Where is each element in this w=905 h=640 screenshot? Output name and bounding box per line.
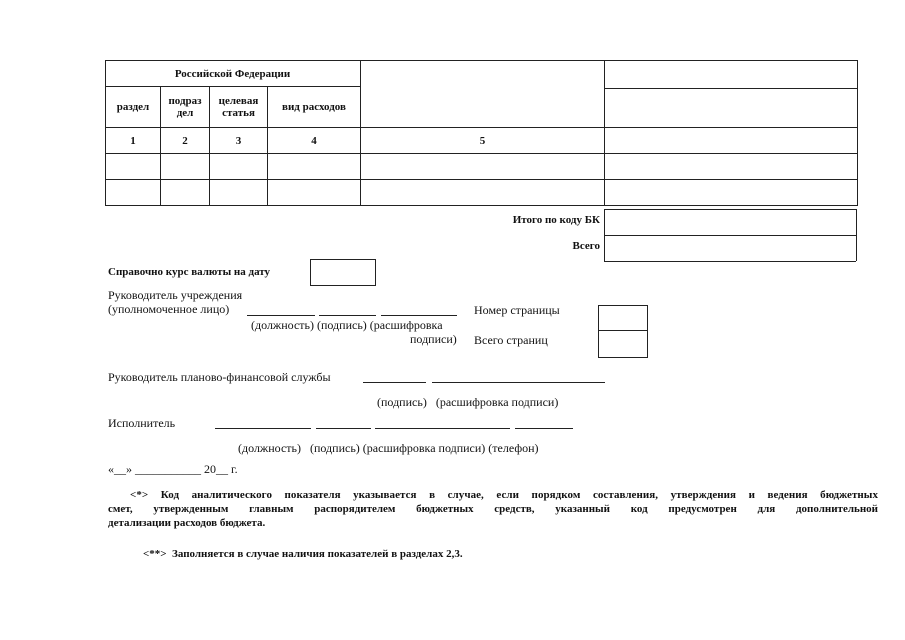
footnote-2: <**> Заполняется в случае наличия показателей в разделах 2,3. bbox=[143, 548, 463, 560]
col-number-4: 4 bbox=[311, 134, 317, 147]
executor-decipher-line[interactable] bbox=[375, 428, 510, 429]
table-bottom-border bbox=[105, 205, 858, 206]
pages-total-label: Всего страниц bbox=[474, 333, 548, 347]
head-signature-line[interactable] bbox=[319, 315, 376, 316]
page-number-label: Номер страницы bbox=[474, 303, 560, 317]
col-number-2: 2 bbox=[182, 134, 188, 147]
col-number-3: 3 bbox=[235, 134, 242, 147]
total-by-code-label: Итого по коду БК bbox=[512, 214, 600, 226]
page-number-field[interactable] bbox=[598, 305, 648, 331]
col-number-5: 5 bbox=[479, 134, 486, 147]
col-header-section: раздел bbox=[116, 101, 150, 113]
col-header-target-item: целевая статья bbox=[218, 95, 259, 119]
head-title-line1: Руководитель учреждения bbox=[108, 288, 243, 302]
executor-phone-line[interactable] bbox=[515, 428, 573, 429]
group-header: Российской Федерации bbox=[174, 67, 291, 80]
totals-right-border bbox=[856, 209, 857, 261]
finance-head-title: Руководитель планово-финансовой службы bbox=[108, 370, 331, 384]
col-header-expense-type: вид расходов bbox=[282, 101, 346, 113]
head-captions-line1: (должность) (подпись) (расшифровка bbox=[251, 318, 443, 332]
date-line: «__» ___________ 20__ г. bbox=[108, 462, 238, 476]
executor-captions: (должность) (подпись) (расшифровка подписи) (телефон) bbox=[238, 441, 539, 455]
totals-bottom-border bbox=[604, 261, 856, 262]
totals-left-border bbox=[604, 209, 605, 261]
head-position-line[interactable] bbox=[247, 315, 315, 316]
totals-divider bbox=[604, 235, 856, 236]
pages-total-field[interactable] bbox=[598, 330, 648, 358]
executor-title: Исполнитель bbox=[108, 416, 176, 430]
head-decipher-line[interactable] bbox=[381, 315, 457, 316]
head-captions-line2: подписи) bbox=[410, 332, 457, 346]
head-title-line2: (уполномоченное лицо) bbox=[108, 302, 230, 316]
executor-position-line[interactable] bbox=[215, 428, 311, 429]
finance-head-captions: (подпись) (расшифровка подписи) bbox=[377, 395, 559, 409]
footnote-1-line3: детализации расходов бюджета. bbox=[108, 517, 266, 529]
table-right-border bbox=[857, 60, 858, 205]
totals-top-border bbox=[604, 209, 856, 210]
table-right-divider bbox=[604, 88, 858, 89]
exchange-rate-label: Справочно курс валюты на дату bbox=[108, 266, 271, 278]
footnote-1-line1: <*> Код аналитического показателя указывается в случае, если порядком составления, утверждения и ведения бюджетных bbox=[130, 489, 878, 501]
col-divider-5 bbox=[604, 60, 605, 205]
col-header-subsection: подраз дел bbox=[168, 95, 202, 119]
finance-decipher-line[interactable] bbox=[432, 382, 605, 383]
table-row-line-2 bbox=[105, 179, 858, 180]
grand-total-label: Всего bbox=[572, 240, 600, 252]
exchange-rate-field[interactable] bbox=[310, 259, 376, 286]
table-row-line-1 bbox=[105, 153, 858, 154]
executor-signature-line[interactable] bbox=[316, 428, 371, 429]
col-number-1: 1 bbox=[130, 134, 136, 147]
footnote-1-line2: смет, утвержденным главным распорядителем бюджетных средств, указанный код предусмотрен для дополнительной bbox=[108, 503, 878, 515]
finance-signature-line[interactable] bbox=[363, 382, 426, 383]
